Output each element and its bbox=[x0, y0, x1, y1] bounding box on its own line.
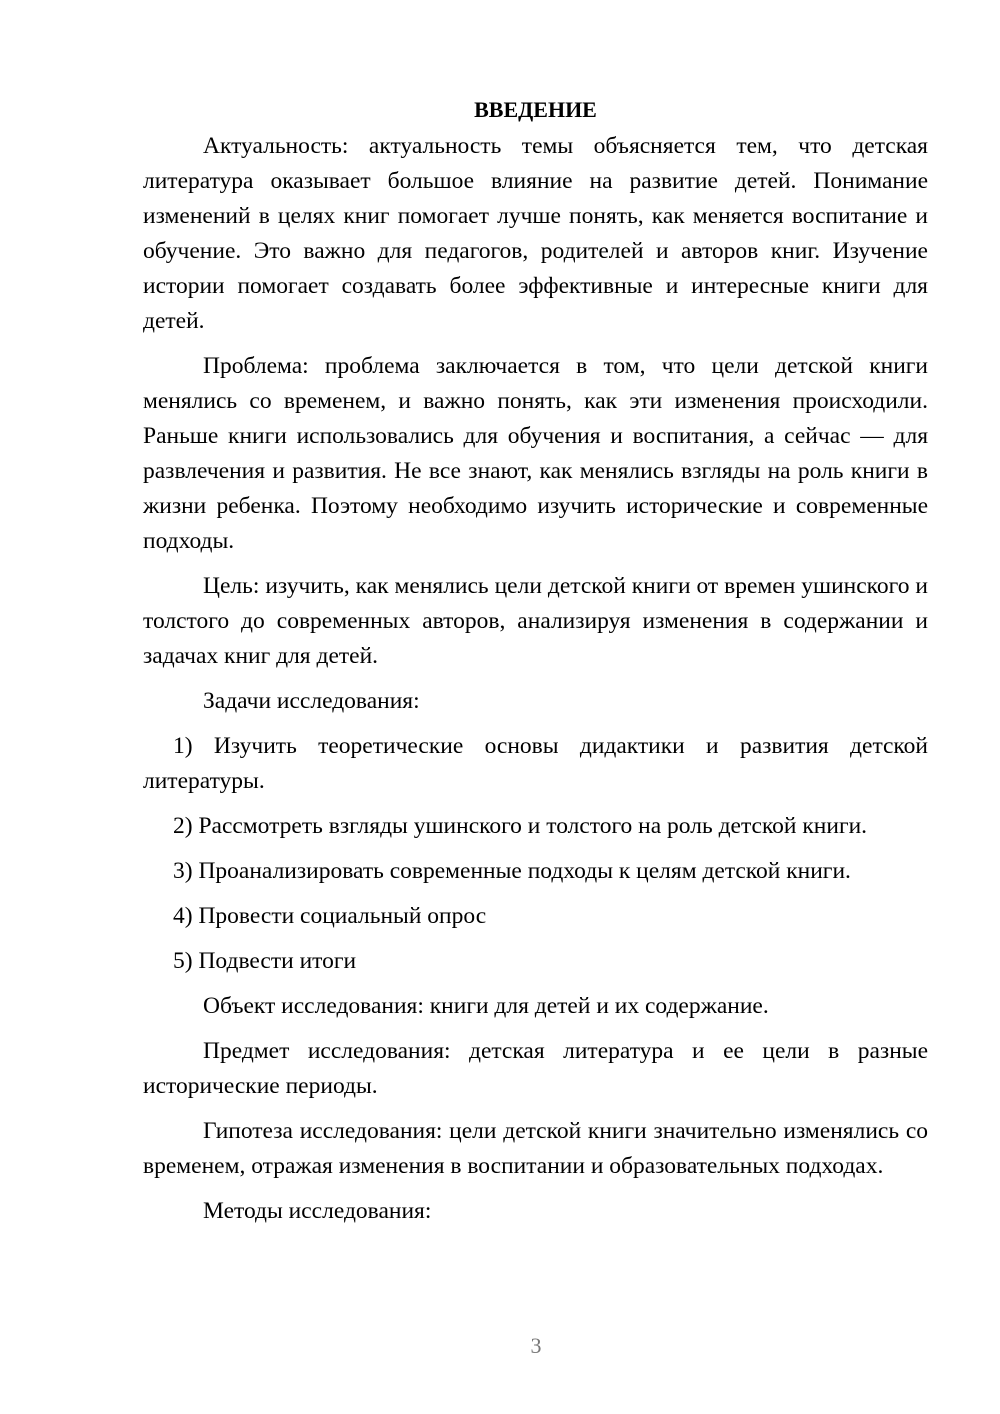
paragraph-methods: Методы исследования: bbox=[203, 1198, 432, 1224]
task-item-4: 4) Провести социальный опрос bbox=[173, 903, 487, 929]
paragraph-tasks-heading: Задачи исследования: bbox=[203, 688, 420, 714]
document-page bbox=[143, 92, 928, 1239]
task-item-1: 1) Изучить теоретические основы дидактики и развития детской литературы. bbox=[143, 733, 928, 794]
paragraph-goal: Цель: изучить, как менялись цели детской книги от времен ушинского и толстого до современных авторов, анализируя изменения в содержании и задачах книг для детей. bbox=[143, 573, 928, 669]
page-number: 3 bbox=[530, 1333, 542, 1358]
paragraph-subject: Предмет исследования: детская литература и ее цели в разные исторические периоды. bbox=[143, 1038, 928, 1099]
paragraph-hypothesis: Гипотеза исследования: цели детской книги значительно изменялись со временем, отражая изменения в воспитании и образовательных подходах. bbox=[143, 1118, 928, 1179]
task-item-2: 2) Рассмотреть взгляды ушинского и толстого на роль детской книги. bbox=[173, 813, 868, 839]
task-item-5: 5) Подвести итоги bbox=[173, 948, 357, 974]
task-item-3: 3) Проанализировать современные подходы к целям детской книги. bbox=[173, 858, 851, 884]
paragraph-relevance: Актуальность: актуальность темы объясняется тем, что детская литература оказывает большое влияние на развитие детей. Понимание изменений в целях книг помогает лучше понять, как меняется воспитание и обучение. Это важно для педагогов, родителей и авторов книг. Изучение истории помогает создавать более эффективные и интересные книги для детей. bbox=[143, 133, 928, 334]
section-heading: ВВЕДЕНИЕ bbox=[474, 97, 597, 122]
paragraph-problem: Проблема: проблема заключается в том, что цели детской книги менялись со временем, и важно понять, как эти изменения происходили. Раньше книги использовались для обучения и воспитания, а сейчас — для развлечения и развития. Не все знают, как менялись взгляды на роль книги в жизни ребенка. Поэтому необходимо изучить исторические и современные подходы. bbox=[143, 353, 928, 554]
paragraph-object: Объект исследования: книги для детей и их содержание. bbox=[203, 993, 769, 1019]
